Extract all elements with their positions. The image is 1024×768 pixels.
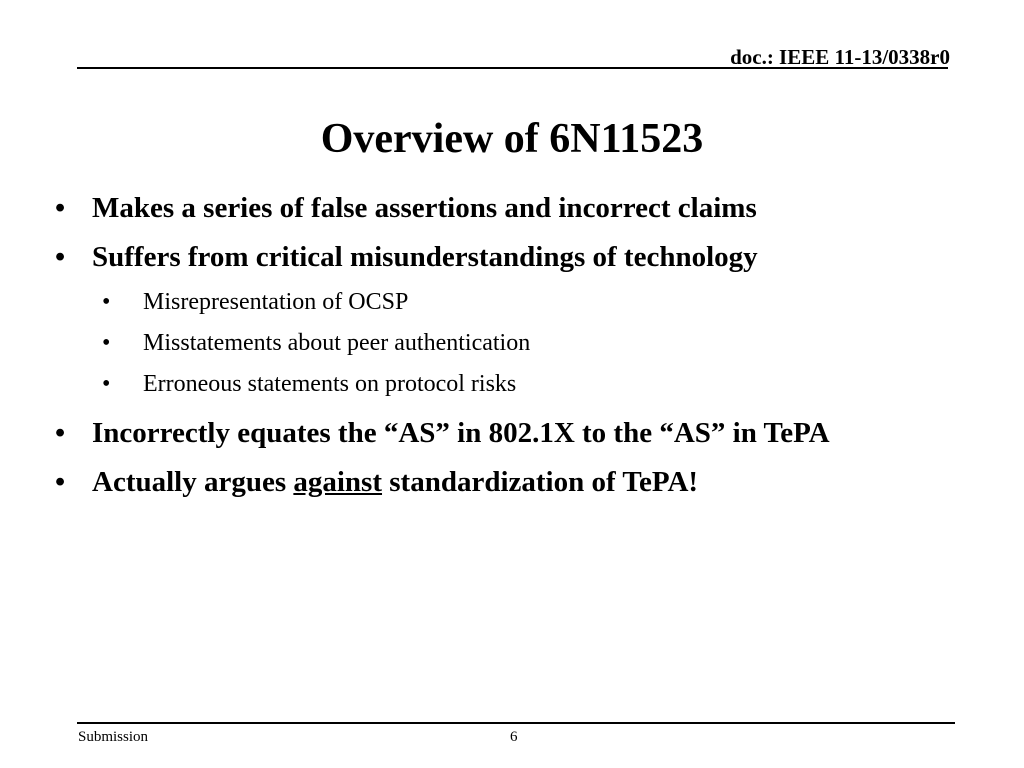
bullet-item (55, 233, 995, 281)
bullet-item (55, 409, 995, 457)
document-id: doc.: IEEE 11-13/0338r0 (730, 45, 950, 69)
bullet-dot: • (55, 466, 66, 498)
bullet-dot: • (55, 192, 66, 224)
bullet-text: Incorrectly equates the “AS” in 802.1X to the “AS” in TePA (92, 417, 830, 449)
sub-bullet-item (55, 364, 995, 404)
bullet-list (55, 184, 995, 507)
page-number: 6 (510, 729, 518, 745)
bullet-dot: • (102, 289, 111, 315)
bullet-dot: • (102, 371, 111, 397)
bullet-item (55, 184, 995, 232)
footer-submission-label: Submission (78, 729, 149, 745)
bullet-text-part: Actually argues (92, 466, 294, 498)
bullet-text (92, 466, 698, 498)
bullet-text: Makes a series of false assertions and incorrect claims (92, 192, 757, 224)
bullet-dot: • (55, 241, 66, 273)
sub-bullet-item (55, 282, 995, 322)
bullet-dot: • (55, 417, 66, 449)
bullet-item (55, 458, 995, 506)
sub-bullet-text: Misstatements about peer authentication (143, 330, 531, 356)
slide-title: Overview of 6N11523 (320, 116, 704, 162)
sub-bullet-text: Erroneous statements on protocol risks (143, 371, 517, 397)
bullet-text: Suffers from critical misunderstandings of technology (92, 241, 758, 273)
sub-bullet-text: Misrepresentation of OCSP (143, 289, 409, 315)
footer-divider (77, 722, 955, 724)
bullet-dot: • (102, 330, 111, 356)
bullet-text-part: standardization of TePA! (382, 466, 699, 498)
header-divider (77, 67, 948, 69)
underlined-emphasis: against (293, 466, 383, 498)
sub-bullet-item (55, 323, 995, 363)
